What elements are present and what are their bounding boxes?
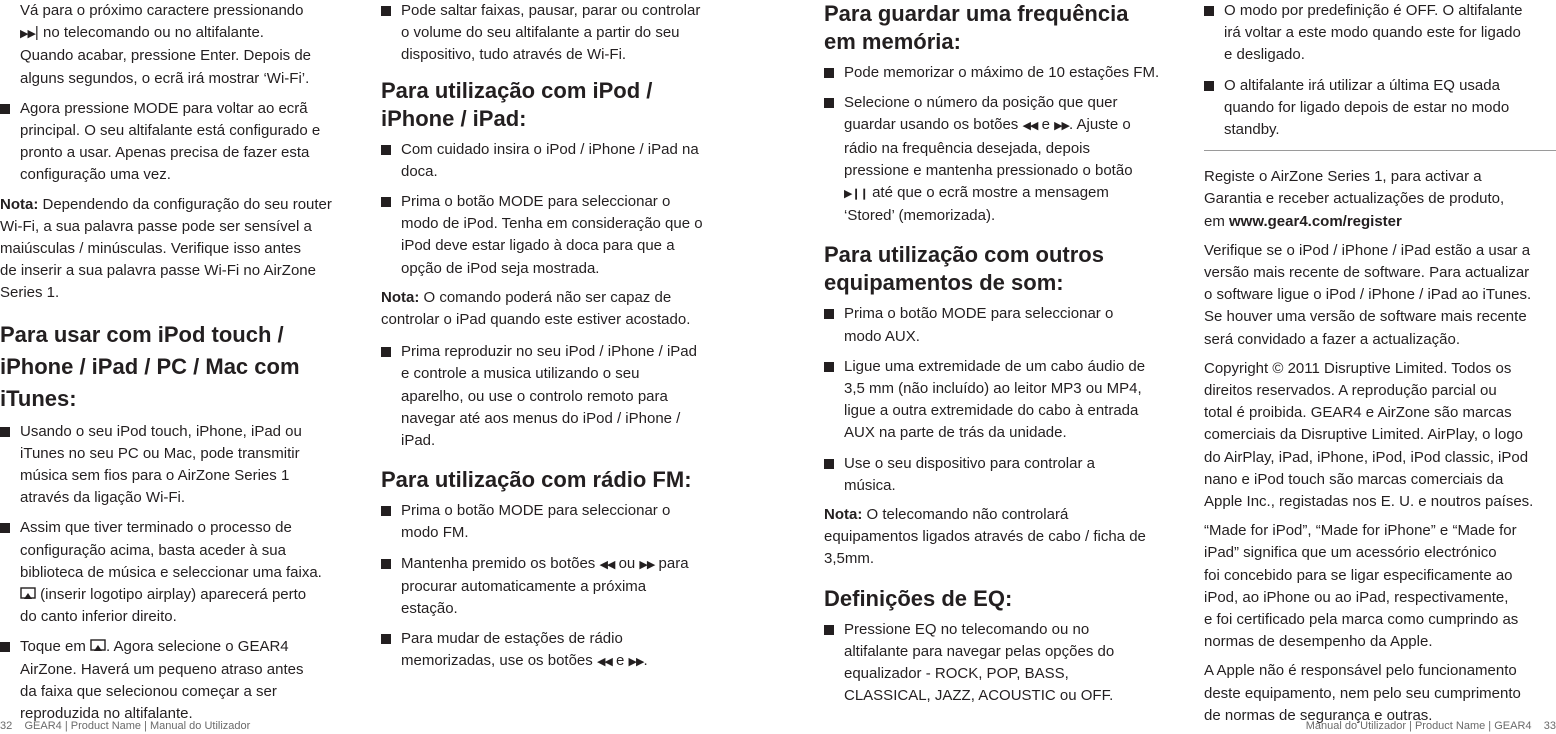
square-bullet-icon xyxy=(824,309,834,319)
text-span: O telecomando não controlará xyxy=(866,506,1069,524)
text-line: normas de desempenho da Apple. xyxy=(1204,633,1433,651)
text-span: memorizadas, use os botões xyxy=(401,652,593,670)
fast-forward-icon: ▶▶ xyxy=(1054,120,1069,133)
text-span: | no telecomando ou no altifalante. xyxy=(34,24,264,42)
section-heading xyxy=(0,319,356,415)
heading-line: Para utilização com iPod / xyxy=(381,77,653,103)
rewind-icon: ◀◀ xyxy=(599,558,615,571)
heading-line: Para usar com iPod touch / xyxy=(0,321,284,347)
text-line xyxy=(401,553,733,576)
square-bullet-icon xyxy=(381,506,391,516)
text-span: e xyxy=(616,652,625,670)
play-pause-icon: ▶❙❙ xyxy=(844,188,868,201)
text-line xyxy=(844,182,1180,205)
apple-paragraph xyxy=(1204,660,1556,727)
text-line: equipamentos ligados através de cabo / ficha de xyxy=(824,528,1146,546)
right-page-column-1 xyxy=(824,0,1180,707)
square-bullet-icon xyxy=(381,347,391,357)
airplay-icon xyxy=(20,587,36,601)
footer-text: GEAR4 | Product Name | Manual do Utilizador xyxy=(24,720,251,732)
copyright-paragraph xyxy=(1204,358,1556,513)
text-line: direitos reservados. A reprodução parcial ou xyxy=(1204,382,1497,400)
text-line xyxy=(20,22,356,45)
text-line: o software ligue o iPod / iPhone / iPad ao iTunes. xyxy=(1204,286,1532,304)
text-line: modo AUX. xyxy=(844,327,920,345)
section-heading xyxy=(824,0,1180,56)
text-span: ou xyxy=(618,554,636,572)
text-line: Apple Inc., registadas nos E. U. e noutros países. xyxy=(1204,493,1534,511)
heading-line: em memória: xyxy=(824,29,961,54)
heading-line: iPhone / iPad: xyxy=(381,105,527,131)
text-line: biblioteca de música e seleccionar uma faixa. xyxy=(20,563,322,581)
text-span: guardar usando os botões xyxy=(844,116,1019,134)
page-number: 33 xyxy=(1543,720,1556,732)
text-line: Prima reproduzir no seu iPod / iPhone / iPad xyxy=(401,343,697,361)
note-paragraph xyxy=(824,504,1180,571)
square-bullet-icon xyxy=(381,6,391,16)
bullet-item xyxy=(824,62,1180,84)
text-line: e controle a musica utilizando o seu xyxy=(401,365,640,383)
text-line: iTunes no seu PC ou Mac, pode transmitir xyxy=(20,444,300,462)
text-line: iPod deve estar ligado à doca para que a xyxy=(401,237,675,255)
text-line: O altifalante irá utilizar a última EQ usada xyxy=(1224,76,1500,94)
text-line: equalizador - ROCK, POP, BASS, xyxy=(844,665,1069,683)
square-bullet-icon xyxy=(381,559,391,569)
right-page-column-2 xyxy=(1204,0,1556,727)
text-line: AUX na parte de trás da unidade. xyxy=(844,424,1067,442)
text-line: de normas de segurança e outras. xyxy=(1204,706,1433,724)
text-line: pressione e mantenha pressionado o botão xyxy=(844,161,1133,179)
text-line: A Apple não é responsável pelo funcionamento xyxy=(1204,662,1517,680)
text-line: Agora pressione MODE para voltar ao ecrã xyxy=(20,99,308,117)
text-line: Com cuidado insira o iPod / iPhone / iPad na xyxy=(401,140,699,158)
bullet-item xyxy=(824,619,1180,708)
text-line: e foi certificado pela marca como cumprindo as xyxy=(1204,611,1519,629)
text-line: de inserir a sua palavra passe Wi-Fi no AirZone xyxy=(0,262,316,280)
text-line: do AirPlay, iPad, iPhone, iPod, iPod classic, iPod xyxy=(1204,448,1529,466)
text-line: Copyright © 2011 Disruptive Limited. Todos os xyxy=(1204,359,1512,377)
text-span: . Agora selecione o GEAR4 xyxy=(106,638,289,656)
text-line: através da ligação Wi-Fi. xyxy=(20,489,186,507)
text-line: configuração uma vez. xyxy=(20,166,171,184)
text-line: Quando acabar, pressione Enter. Depois de xyxy=(20,47,312,65)
square-bullet-icon xyxy=(0,642,10,652)
intro-paragraph xyxy=(0,0,356,90)
note-label: Nota: xyxy=(381,288,420,306)
bullet-item xyxy=(824,92,1180,227)
text-line xyxy=(0,194,356,216)
heading-line: equipamentos de som: xyxy=(824,270,1064,296)
bullet-item xyxy=(824,356,1180,445)
heading-line: Para guardar uma frequência xyxy=(824,1,1129,26)
text-line: nano e iPod touch são marcas comerciais da xyxy=(1204,470,1504,488)
bullet-item xyxy=(381,553,733,621)
rewind-icon: ◀◀ xyxy=(1022,120,1038,133)
text-line: opção de iPod seja mostrada. xyxy=(401,259,600,277)
text-span: e xyxy=(1041,116,1050,134)
text-line: comerciais da Disruptive Limited. AirPlay, o logo xyxy=(1204,426,1524,444)
text-span: (inserir logotipo airplay) aparecerá perto xyxy=(40,586,307,604)
section-heading xyxy=(824,585,1180,613)
text-line: aparelho, ou use o controlo remoto para xyxy=(401,387,668,405)
text-line: Verifique se o iPod / iPhone / iPad estão a usar a xyxy=(1204,241,1531,259)
bullet-item xyxy=(1204,75,1556,142)
fast-forward-icon: ▶▶ xyxy=(628,656,644,669)
bullet-item xyxy=(824,303,1180,347)
text-line: Series 1. xyxy=(0,284,60,302)
bullet-item xyxy=(381,341,733,452)
text-line: pronto a usar. Apenas precisa de fazer esta xyxy=(20,144,310,162)
left-page-column-2 xyxy=(381,0,733,674)
square-bullet-icon xyxy=(381,197,391,207)
text-line: reproduzida no altifalante. xyxy=(20,705,193,723)
right-page-footer xyxy=(1306,720,1556,732)
text-line xyxy=(401,650,733,673)
text-line: Use o seu dispositivo para controlar a xyxy=(844,454,1095,472)
text-line: AirZone. Haverá um pequeno atraso antes xyxy=(20,660,304,678)
text-line xyxy=(844,114,1180,137)
text-span: Mantenha premido os botões xyxy=(401,554,596,572)
page-number: 32 xyxy=(0,720,13,732)
text-line: principal. O seu altifalante está configurado e xyxy=(20,122,321,140)
square-bullet-icon xyxy=(0,104,10,114)
text-span: O comando poderá não ser capaz de xyxy=(423,288,672,306)
text-line: da faixa que selecionou começar a ser xyxy=(20,682,277,700)
heading-line: iTunes: xyxy=(0,385,77,411)
text-line: doca. xyxy=(401,162,438,180)
fast-forward-icon: ▶▶ xyxy=(639,558,655,571)
text-line xyxy=(824,504,1180,526)
bullet-item xyxy=(381,628,733,673)
text-line: Prima o botão MODE para seleccionar o xyxy=(844,305,1114,323)
text-line: quando for ligado depois de estar no modo xyxy=(1224,98,1510,116)
heading-line: Para utilização com rádio FM: xyxy=(381,467,692,493)
text-line: Selecione o número da posição que quer xyxy=(844,94,1118,112)
text-line: configuração acima, basta aceder à sua xyxy=(20,541,286,559)
register-link[interactable]: www.gear4.com/register xyxy=(1229,212,1402,230)
text-line: “Made for iPod”, “Made for iPhone” e “Made for xyxy=(1204,522,1517,540)
text-line: Vá para o próximo caractere pressionando xyxy=(20,2,304,19)
text-line: Pressione EQ no telecomando ou no xyxy=(844,620,1090,638)
text-line: navegar até aos menus do iPod / iPhone / xyxy=(401,409,681,427)
text-span: até que o ecrã mostre a mensagem xyxy=(872,184,1109,202)
left-page-footer xyxy=(0,720,250,732)
text-line: Se houver uma versão de software mais recente xyxy=(1204,308,1527,326)
text-line: 3,5mm. xyxy=(824,550,875,568)
text-line: e desligado. xyxy=(1224,46,1305,64)
text-line: Garantia e receber actualizações de produto, xyxy=(1204,190,1505,208)
note-paragraph xyxy=(0,194,356,305)
text-line: rádio na frequência desejada, depois xyxy=(844,139,1091,157)
text-line: standby. xyxy=(1224,121,1280,139)
text-span: . Ajuste o xyxy=(1069,116,1131,134)
left-page-column-1 xyxy=(0,0,356,725)
bullet-item xyxy=(381,0,733,67)
text-span: para xyxy=(658,554,689,572)
text-line: modo de iPod. Tenha em consideração que o xyxy=(401,215,703,233)
text-line: foi concebido para se ligar especificamente ao xyxy=(1204,566,1513,584)
register-paragraph xyxy=(1204,166,1556,233)
square-bullet-icon xyxy=(824,459,834,469)
made-for-paragraph xyxy=(1204,520,1556,653)
text-line: Ligue uma extremidade de um cabo áudio de xyxy=(844,357,1146,375)
text-line: Wi-Fi, a sua palavra passe pode ser sensível a xyxy=(0,217,312,235)
text-line: procurar automaticamente a próxima xyxy=(401,577,647,595)
text-line: modo FM. xyxy=(401,524,469,542)
square-bullet-icon xyxy=(1204,6,1214,16)
text-line: 3,5 mm (não incluído) ao leitor MP3 ou MP4, xyxy=(844,380,1142,398)
text-line: Usando o seu iPod touch, iPhone, iPad ou xyxy=(20,422,302,440)
text-line: Para mudar de estações de rádio xyxy=(401,630,623,648)
square-bullet-icon xyxy=(824,98,834,108)
text-line: Registe o AirZone Series 1, para activar a xyxy=(1204,168,1482,186)
section-heading xyxy=(381,77,733,133)
verify-paragraph xyxy=(1204,240,1556,351)
square-bullet-icon xyxy=(0,523,10,533)
bullet-item xyxy=(381,191,733,280)
text-line: total é proibida. GEAR4 e AirZone são marcas xyxy=(1204,404,1512,422)
square-bullet-icon xyxy=(381,634,391,644)
text-line: ‘Stored’ (memorizada). xyxy=(844,207,996,225)
bullet-item xyxy=(381,139,733,183)
text-line xyxy=(381,287,733,309)
bullet-item xyxy=(0,636,356,725)
text-line xyxy=(1204,211,1556,233)
note-label: Nota: xyxy=(0,195,39,213)
bullet-item xyxy=(0,421,356,510)
text-line: será convidado a fazer a actualização. xyxy=(1204,330,1460,348)
text-line: o volume do seu altifalante a partir do seu xyxy=(401,24,680,42)
heading-line: Definições de EQ: xyxy=(824,585,1013,611)
text-span: Toque em xyxy=(20,638,86,656)
bullet-item xyxy=(824,453,1180,497)
text-line: alguns segundos, o ecrã irá mostrar ‘Wi-Fi’. xyxy=(20,69,310,87)
note-label: Nota: xyxy=(824,506,863,524)
square-bullet-icon xyxy=(824,68,834,78)
text-line: altifalante para navegar pelas opções do xyxy=(844,642,1115,660)
note-paragraph xyxy=(381,287,733,331)
text-line: O modo por predefinição é OFF. O altifalante xyxy=(1224,2,1523,19)
square-bullet-icon xyxy=(824,362,834,372)
text-line: versão mais recente de software. Para actualizar xyxy=(1204,264,1530,282)
heading-line: Para utilização com outros xyxy=(824,242,1104,268)
bullet-item xyxy=(1204,0,1556,67)
bullet-item xyxy=(381,500,733,544)
text-span: Dependendo da configuração do seu router xyxy=(42,195,332,213)
square-bullet-icon xyxy=(0,427,10,437)
section-heading xyxy=(824,241,1180,297)
text-span: em xyxy=(1204,212,1225,230)
heading-line: iPhone / iPad / PC / Mac com xyxy=(0,353,300,379)
airplay-icon xyxy=(90,639,106,653)
text-line: Prima o botão MODE para seleccionar o xyxy=(401,193,671,211)
text-line: iPod, ao iPhone ou ao iPad, respectivamente, xyxy=(1204,588,1509,606)
text-line: música sem fios para o AirZone Series 1 xyxy=(20,467,290,485)
text-line: iPad” significa que um acessório electrónico xyxy=(1204,544,1497,562)
text-line: estação. xyxy=(401,600,458,618)
text-line: Prima o botão MODE para seleccionar o xyxy=(401,502,671,520)
text-line: dispositivo, tudo através de Wi-Fi. xyxy=(401,46,627,64)
text-line: música. xyxy=(844,476,896,494)
rewind-icon: ◀◀ xyxy=(596,656,612,669)
square-bullet-icon xyxy=(1204,81,1214,91)
text-line: ligue a outra extremidade do cabo à entrada xyxy=(844,402,1139,420)
footer-text: Manual do Utilizador | Product Name | GEAR4 xyxy=(1305,720,1532,732)
text-line: controlar o iPad quando este estiver acostado. xyxy=(381,311,691,329)
text-line: do canto inferior direito. xyxy=(20,608,177,626)
text-line xyxy=(20,584,356,606)
text-line: iPad. xyxy=(401,432,436,450)
text-line: maiúsculas / minúsculas. Verifique isso antes xyxy=(0,240,301,258)
text-line: irá voltar a este modo quando este for ligado xyxy=(1224,24,1521,42)
text-line: CLASSICAL, JAZZ, ACOUSTIC ou OFF. xyxy=(844,687,1114,705)
bullet-item xyxy=(0,98,356,187)
square-bullet-icon xyxy=(824,625,834,635)
divider xyxy=(1204,150,1556,151)
text-line xyxy=(20,636,356,658)
bullet-item xyxy=(0,517,356,628)
text-span: . xyxy=(643,652,648,670)
text-line: Assim que tiver terminado o processo de xyxy=(20,519,292,537)
text-line: Pode memorizar o máximo de 10 estações FM. xyxy=(844,64,1160,81)
text-line: Pode saltar faixas, pausar, parar ou controlar xyxy=(401,2,701,19)
section-heading xyxy=(381,466,733,494)
next-track-icon: ▶▶ xyxy=(20,28,35,41)
text-line: deste equipamento, nem pelo seu cumprimento xyxy=(1204,684,1521,702)
square-bullet-icon xyxy=(381,145,391,155)
